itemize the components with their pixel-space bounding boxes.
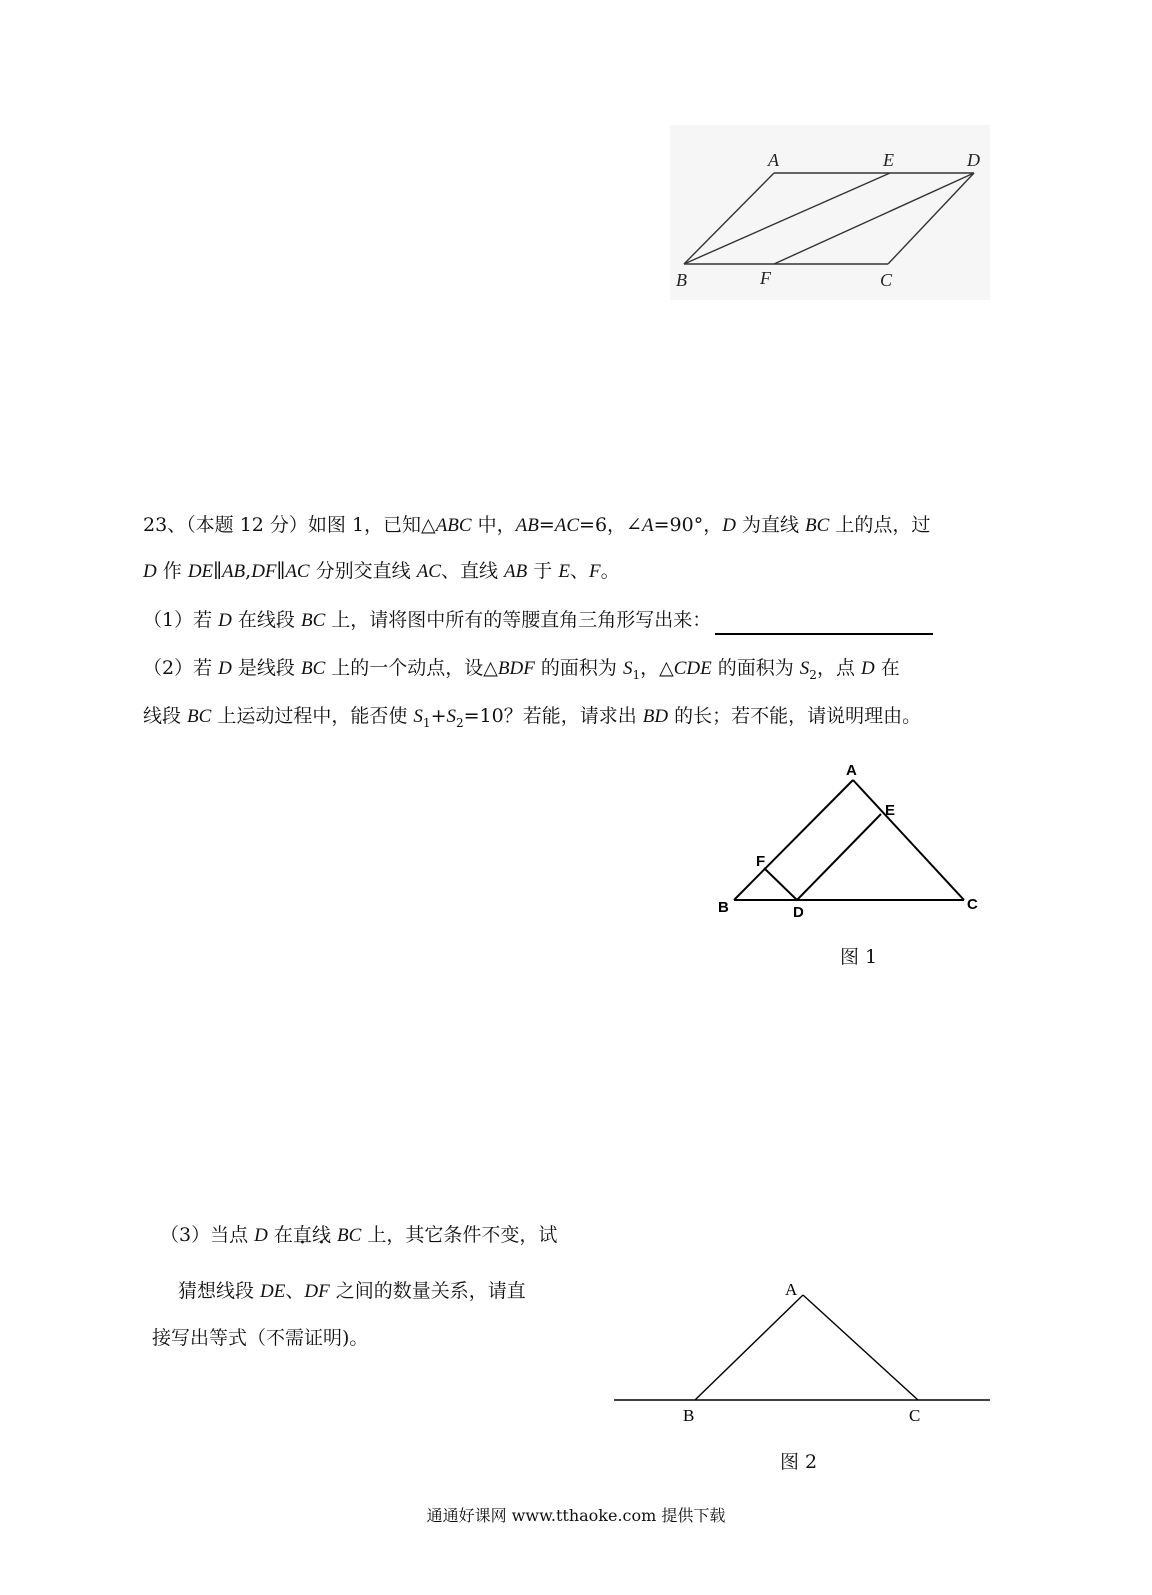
fig1-label-a: A	[846, 762, 857, 779]
fig2-label-b: B	[683, 1406, 695, 1425]
label-f: F	[760, 268, 771, 288]
question-3-line-3: 接写出等式（不需证明)。	[152, 1327, 369, 1349]
question-2-line-2: 线段 BC 上运动过程中，能否使 $S_1+S_2=10$？若能，请求出 BD 的长；若不能，请说明理由。	[143, 705, 922, 730]
figure-2-caption: 图 2	[780, 1451, 818, 1473]
label-e: E	[883, 150, 894, 170]
fig1-label-f: F	[756, 853, 766, 870]
fig1-label-d: D	[793, 904, 804, 921]
problem-line-1: 23、（本题 12 分）如图 1，已知△ABC 中，AB=AC=6，∠A=90°，D 为直线 BC 上的点，过	[143, 514, 931, 536]
label-d: D	[967, 150, 980, 170]
label-a: A	[768, 150, 779, 170]
fig1-label-c: C	[967, 896, 978, 913]
answer-blank[interactable]	[715, 613, 933, 635]
figure-1-caption: 图 1	[840, 946, 878, 968]
fig1-label-b: B	[718, 899, 729, 916]
question-2-line-1: （2）若 D 是线段 BC 上的一个动点，设△BDF 的面积为 $S_1$，△CDE 的面积为 $S_2$，点 D 在	[143, 657, 900, 682]
fig1-label-e: E	[885, 802, 896, 819]
figure-2	[612, 1275, 992, 1430]
parallelogram-figure	[670, 125, 990, 300]
fig2-label-c: C	[909, 1406, 921, 1425]
question-3-line-2: 猜想线段 DE、DF 之间的数量关系，请直	[178, 1280, 526, 1302]
question-3-line-1: （3）当点 D 在直线 BC 上，其它条件不变，试	[160, 1224, 558, 1246]
problem-line-2: D 作 DE∥AB,DF∥AC 分别交直线 AC、直线 AB 于 E、F。	[143, 560, 620, 582]
figure-1	[710, 755, 990, 925]
label-b: B	[676, 270, 687, 290]
fig2-label-a: A	[785, 1280, 798, 1299]
label-c: C	[880, 270, 893, 290]
footer-credit: 通通好课网 www.tthaoke.com 提供下载	[426, 1506, 726, 1525]
question-1: （1）若 D 在线段 BC 上，请将图中所有的等腰直角三角形写出来：	[143, 606, 933, 635]
